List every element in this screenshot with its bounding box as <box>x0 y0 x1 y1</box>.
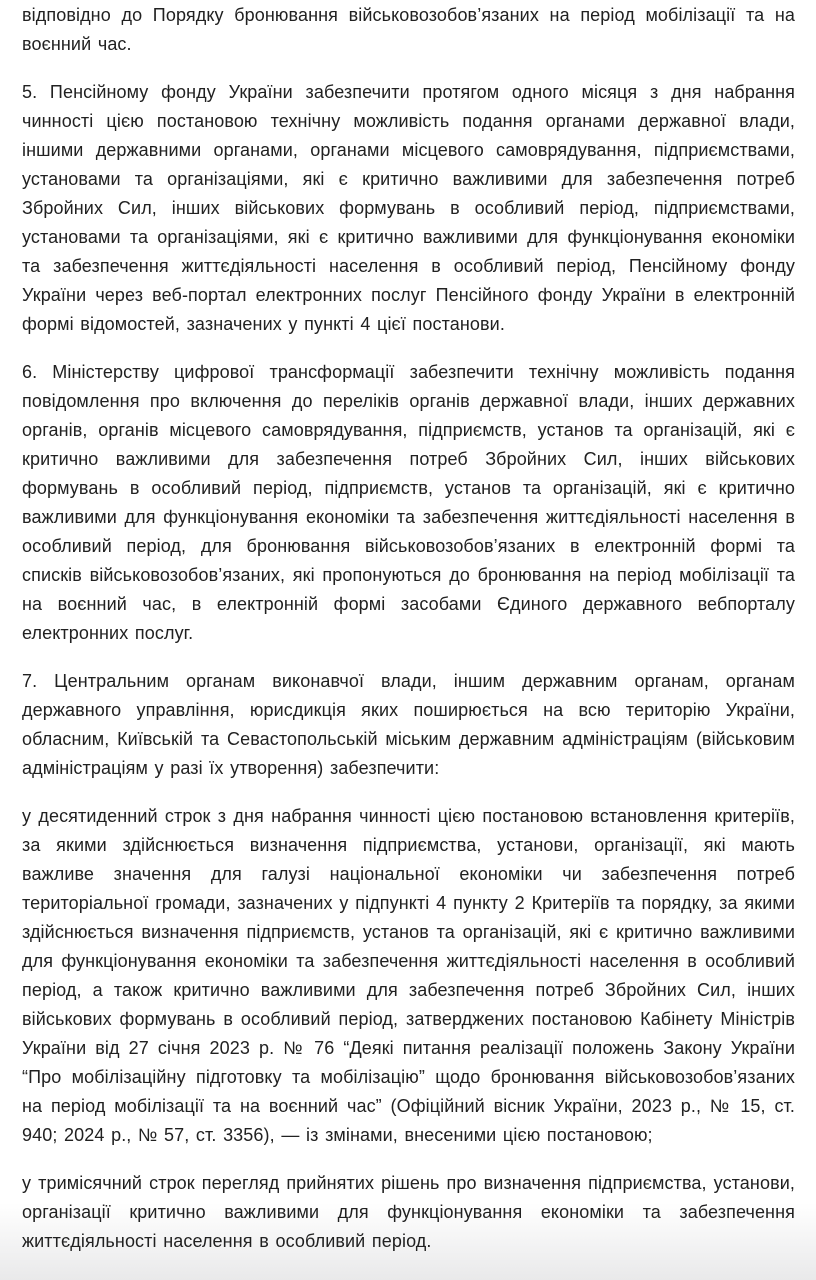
paragraph-subpoint-review: у тримісячний строк перегляд прийнятих рішень про визначення підприємства, установи, організації критично важливими для функціонування економіки та забезпечення життєдіяльності населення в особливий період. <box>22 1173 795 1251</box>
paragraph-point-7: 7. Центральним органам виконавчої влади, іншим державним органам, органам державного управління, юрисдикція яких поширюється на всю територію України, обласним, Київській та Севастопольській міським державним адміністраціям (військовим адміністраціям у разі їх утворення) забезпечити: <box>22 671 795 778</box>
paragraph-point-5: 5. Пенсійному фонду України забезпечити протягом одного місяця з дня набрання чинності цією постановою технічну можливість подання органами державної влади, іншими державними органами, органами місцевого самоврядування, підприємствами, установами та організаціями, які є критично важливими для забезпечення потреб Збройних Сил, інших військових формувань в особливий період, підприємствами, установами та організаціями, які є критично важливими для функціонування економіки та забезпечення життєдіяльності населення в особливий період, Пенсійному фонду України через веб-портал електронних послуг Пенсійного фонду України в електронній формі відомостей, зазначених у пункті 4 цієї постанови. <box>22 82 795 334</box>
paragraph-continuation: відповідно до Порядку бронювання військовозобов’язаних на період мобілізації та на воєнний час. <box>22 5 795 54</box>
paragraph-subpoint-criteria: у десятиденний строк з дня набрання чинності цією постановою встановлення критеріїв, за якими здійснюється визначення підприємства, установи, організації, які мають важливе значення для галузі національної економіки чи забезпечення потреб територіальної громади, зазначених у підпункті 4 пункту 2 Критеріїв та порядку, за якими здійснюється визначення підприємств, установ та організацій, які є критично важливими для функціонування економіки та забезпечення життєдіяльності населення в особливий період, а також критично важливими для забезпечення потреб Збройних Сил, інших військових формувань в особливий період, затверджених постановою Кабінету Міністрів України від 27 січня 2023 р. № 76 “Деякі питання реалізації положень Закону України “Про мобілізаційну підготовку та мобілізацію” щодо бронювання військовозобов’язаних на період мобілізації та на воєнний час” (Офіційний вісник України, 2023 р., № 15, ст. 940; 2024 р., № 57, ст. 3356), — із змінами, внесеними цією постановою; <box>22 806 795 1145</box>
paragraph-point-6: 6. Міністерству цифрової трансформації забезпечити технічну можливість подання повідомлення про включення до переліків органів державної влади, інших державних органів, органів місцевого самоврядування, підприємств, установ та організацій, які є критично важливими для забезпечення потреб Збройних Сил, інших військових формувань в особливий період, підприємств, установ та організацій, які є критично важливими для функціонування економіки та забезпечення життєдіяльності населення в особливий період, для бронювання військовозобов’язаних в електронній формі та списків військовозобов’язаних, які пропонуються до бронювання на період мобілізації та на воєнний час, в електронній формі засобами Єдиного державного вебпорталу електронних послуг. <box>22 362 795 643</box>
